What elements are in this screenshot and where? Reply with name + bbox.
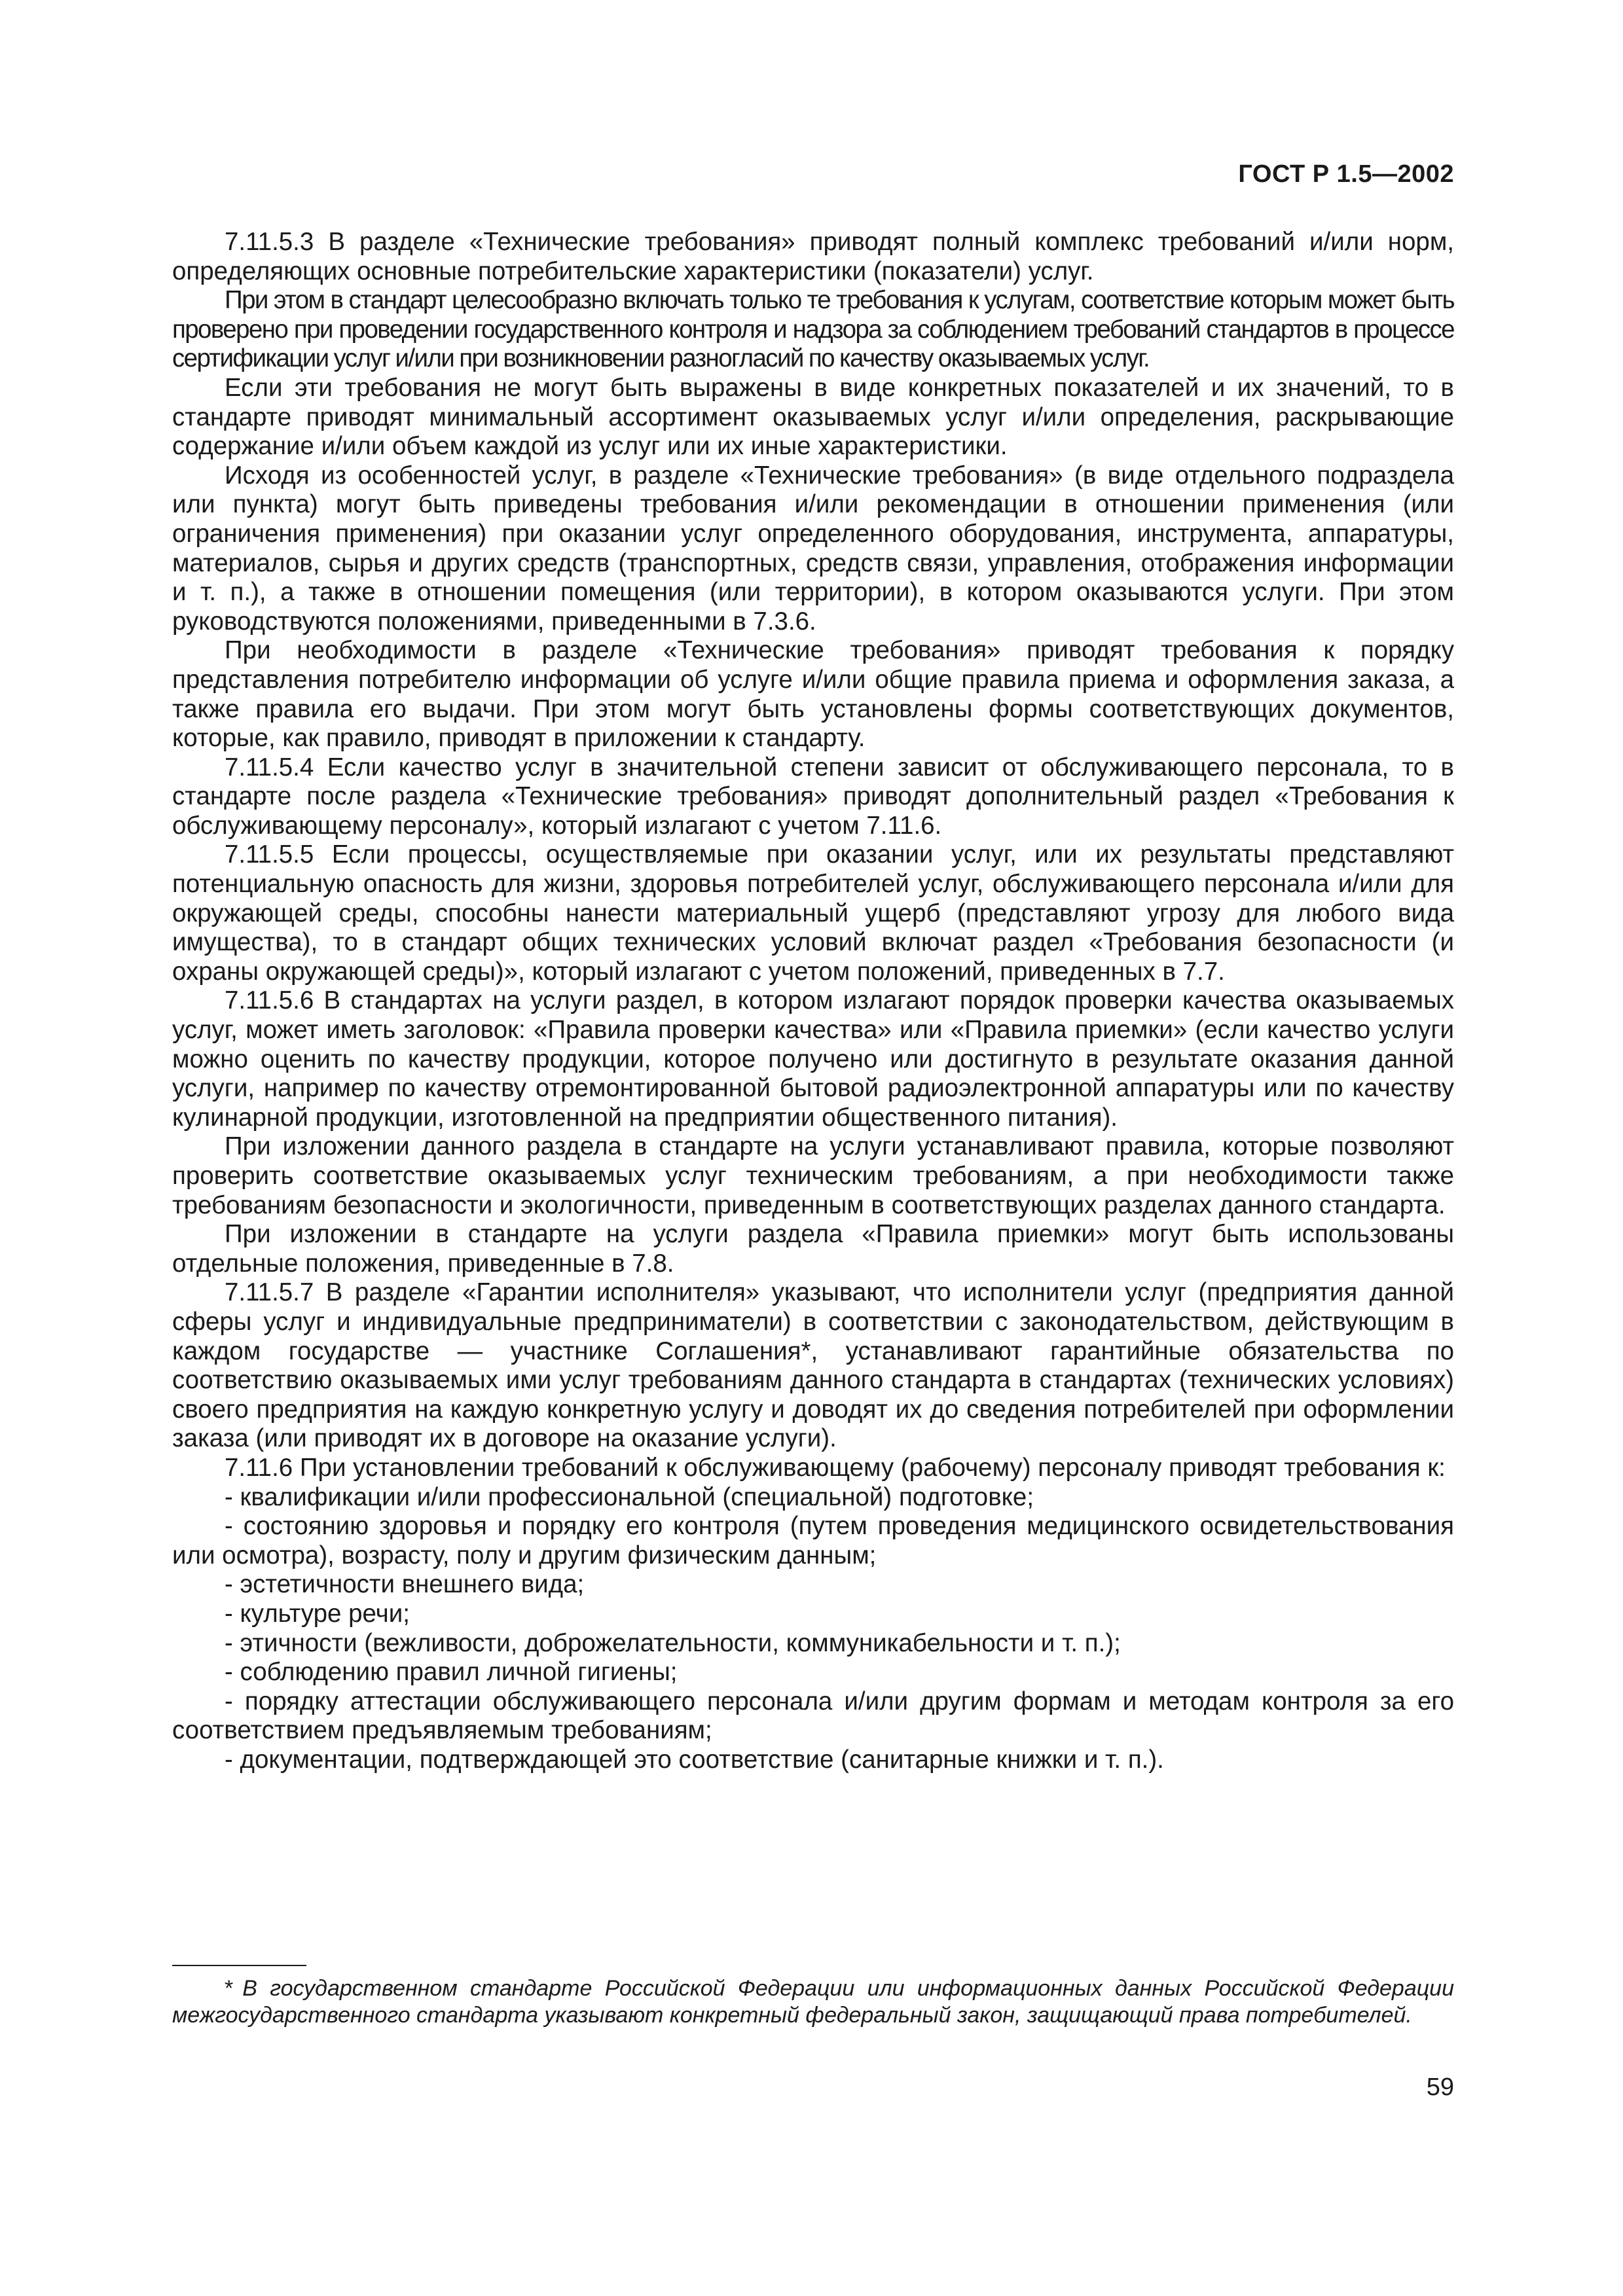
list-item: - порядку аттестации обслуживающего персонала и/или другим формам и методам контроля за его соответствием предъявляемым требованиям;: [172, 1687, 1454, 1745]
paragraph: Исходя из особенностей услуг, в разделе «Технические требования» (в виде отдельного подраздела или пункта) могут быть приведены требования и/или рекомендации в отношении применения (или ограничения применения) при оказании услуг определенного оборудования, инструмента, аппаратуры, материалов, сырья и других средств (транспортных, средств связи, управления, отображения информации и т. п.), а также в отношении помещения (или территории), в котором оказываются услуги. При этом руководствуются положениями, приведенными в 7.3.6.: [172, 461, 1454, 636]
paragraph-7-11-5-6: 7.11.5.6 В стандартах на услуги раздел, в котором излагают порядок проверки качества оказываемых услуг, может иметь заголовок: «Правила проверки качества» или «Правила приемки» (если качество услуги можно оценить по качеству продукции, которое получено или достигнуто в результате оказания данной услуги, например по качеству отремонтированной бытовой радиоэлектронной аппаратуры или по качеству кулинарной продукции, изготовленной на предприятии общественного питания).: [172, 986, 1454, 1132]
paragraph-7-11-6: 7.11.6 При установлении требований к обслуживающему (рабочему) персоналу приводят требования к:: [225, 1453, 1446, 1482]
footnote-text: В государственном стандарте Российской Федерации или информационных данных Российской Федерации межгосударственного стандарта указывают конкретный федеральный закон, защищающий права потребителей.: [172, 1976, 1454, 2028]
list-item: - состоянию здоровья и порядку его контроля (путем проведения медицинского освидетельствования или осмотра), возрасту, полу и другим физическим данным;: [172, 1512, 1454, 1570]
paragraph-7-11-5-3: 7.11.5.3 В разделе «Технические требования» приводят полный комплекс требований и/или норм, определяющих основные потребительские характеристики (показатели) услуг.: [172, 228, 1454, 285]
list-item: - культуре речи;: [225, 1599, 410, 1628]
footnote-divider: [172, 1965, 306, 1966]
paragraph: При изложении данного раздела в стандарте на услуги устанавливают правила, которые позволяют проверить соответствие оказываемых услуг техническим требованиям, а при необходимости также требованиям безопасности и экологичности, приведенным в соответствующих разделах данного стандарта.: [172, 1132, 1454, 1219]
paragraph: Если эти требования не могут быть выражены в виде конкретных показателей и их значений, то в стандарте приводят минимальный ассортимент оказываемых услуг и/или определения, раскрывающие содержание и/или объем каждой из услуг или их иные характеристики.: [172, 373, 1454, 461]
page-number: 59: [1426, 2073, 1454, 2101]
list-item: - соблюдению правил личной гигиены;: [225, 1658, 678, 1687]
footnote-mark: *: [225, 1976, 234, 2001]
paragraph-7-11-5-7: 7.11.5.7 В разделе «Гарантии исполнителя» указывают, что исполнители услуг (предприятия данной сферы услуг и индивидуальные предприниматели) в соответствии с законодательством, действующим в каждом государстве — участнике Соглашения*, устанавливают гарантийные обязательства по соответствию оказываемых ими услуг требованиям данного стандарта в стандартах (технических условиях) своего предприятия на каждую конкретную услугу и доводят их до сведения потребителей при оформлении заказа (или приводят их в договоре на оказание услуги).: [172, 1278, 1454, 1453]
list-item: - документации, подтверждающей это соответствие (санитарные книжки и т. п.).: [225, 1745, 1164, 1774]
list-item: - этичности (вежливости, доброжелательности, коммуникабельности и т. п.);: [225, 1628, 1121, 1657]
paragraph-7-11-5-4: 7.11.5.4 Если качество услуг в значительной степени зависит от обслуживающего персонала, то в стандарте после раздела «Технические требования» приводят дополнительный раздел «Требования к обслуживающему персоналу», который излагают с учетом 7.11.6.: [172, 753, 1454, 840]
document-header: ГОСТ Р 1.5—2002: [1238, 160, 1454, 188]
list-item: - квалификации и/или профессиональной (специальной) подготовке;: [225, 1482, 1034, 1511]
paragraph: При изложении в стандарте на услуги раздела «Правила приемки» могут быть использованы отдельные положения, приведенные в 7.8.: [172, 1220, 1454, 1278]
paragraph-7-11-5-5: 7.11.5.5 Если процессы, осуществляемые при оказании услуг, или их результаты представляют потенциальную опасность для жизни, здоровья потребителей услуг, обслуживающего персонала и/или для окружающей среды, способны нанести материальный ущерб (представляют угрозу для любого вида имущества), то в стандарт общих технических условий включат раздел «Требования безопасности (и охраны окружающей среды)», который излагают с учетом положений, приведенных в 7.7.: [172, 840, 1454, 986]
list-item: - эстетичности внешнего вида;: [225, 1570, 585, 1599]
paragraph: При необходимости в разделе «Технические требования» приводят требования к порядку представления потребителю информации об услуге и/или общие правила приема и оформления заказа, а также правила его выдачи. При этом могут быть установлены формы соответствующих документов, которые, как правило, приводят в приложении к стандарту.: [172, 636, 1454, 753]
document-body: [172, 228, 1454, 1774]
paragraph: При этом в стандарт целесообразно включать только те требования к услугам, соответствие которым может быть проверено при проведении государственного контроля и надзора за соблюдением требований стандартов в процессе сертификации услуг и/или при возникновении разногласий по качеству оказываемых услуг.: [172, 286, 1454, 373]
footnote: [172, 1975, 1454, 2029]
